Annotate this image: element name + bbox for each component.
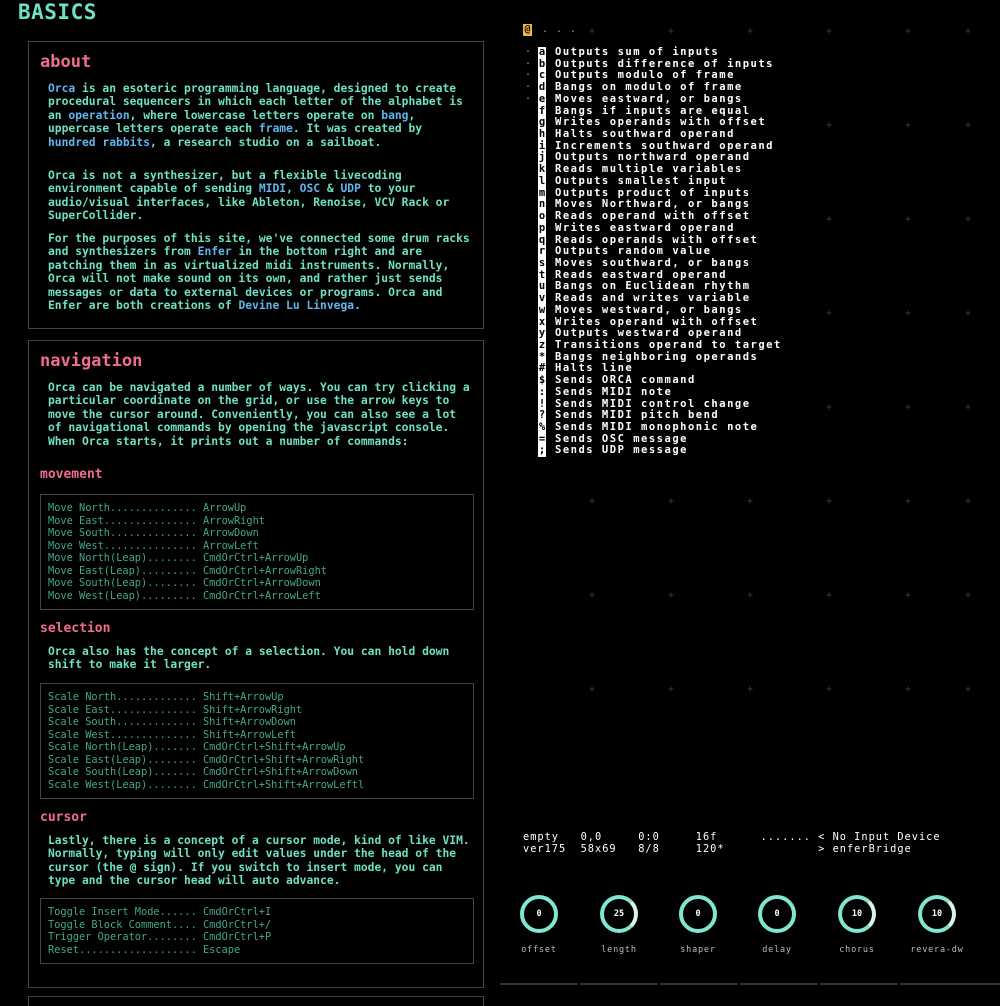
command-row: Scale East(Leap)........ CmdOrCtrl+Shift+ArrowRight xyxy=(48,753,365,766)
grid-marker: + xyxy=(965,684,972,695)
about-section xyxy=(28,41,484,329)
bottom-bar-4 xyxy=(740,983,818,985)
operator-glyph[interactable]: q xyxy=(538,233,546,246)
grid-marker: + xyxy=(747,26,754,37)
inline-text: , a research studio on a sailboat. xyxy=(150,135,382,149)
bottom-bar-6 xyxy=(900,983,1000,985)
grid-marker: + xyxy=(826,120,833,131)
navigation-section xyxy=(28,340,484,988)
inline-link[interactable]: frame xyxy=(258,122,293,136)
operator-description: Outputs modulo of frame xyxy=(555,69,735,82)
operator-glyph[interactable]: p xyxy=(538,221,546,234)
operator-glyph[interactable]: z xyxy=(538,338,546,351)
operator-glyph[interactable]: s xyxy=(538,256,546,269)
knob-dial[interactable]: 10 xyxy=(918,895,956,933)
grid-marker: + xyxy=(668,590,675,601)
operator-description: Writes eastward operand xyxy=(555,221,735,234)
operator-glyph[interactable]: f xyxy=(538,104,546,117)
knob-dial[interactable]: 0 xyxy=(679,895,717,933)
page-title: BASICS xyxy=(18,0,97,24)
operator-glyph[interactable]: x xyxy=(538,315,546,328)
operator-description: Halts line xyxy=(555,362,634,375)
operator-glyph[interactable]: a xyxy=(538,46,546,58)
grid-dot: . xyxy=(525,67,532,79)
grid-marker: + xyxy=(826,26,833,37)
grid-marker: + xyxy=(905,120,912,131)
operator-description: Outputs random value xyxy=(555,245,712,258)
inline-link[interactable]: operation xyxy=(68,108,130,122)
operator-glyph[interactable]: t xyxy=(538,268,546,281)
inline-text: to your audio/visual interfaces, like Ableton, Renoise, VCV Rack or SuperCollider. xyxy=(48,182,450,223)
grid-marker: + xyxy=(965,496,972,507)
operator-description: Moves Northward, or bangs xyxy=(555,198,751,211)
bottom-bar-5 xyxy=(820,983,898,985)
operator-description: Writes operands with offset xyxy=(555,116,767,129)
command-row: Move East(Leap)......... CmdOrCtrl+ArrowRight xyxy=(48,564,327,577)
command-row: Toggle Insert Mode...... CmdOrCtrl+I xyxy=(48,906,272,918)
operator-description: Moves westward, or bangs xyxy=(555,303,743,316)
grid-marker: + xyxy=(905,402,912,413)
operator-glyph[interactable]: $ xyxy=(538,374,546,387)
grid-marker: + xyxy=(826,308,833,319)
operator-description: Halts southward operand xyxy=(555,128,735,141)
operator-description: Sends MIDI pitch bend xyxy=(555,409,720,422)
inline-text: . xyxy=(354,299,361,313)
operator-description: Moves eastward, or bangs xyxy=(555,92,743,105)
operator-description: Outputs westward operand xyxy=(555,327,743,340)
operator-glyph[interactable]: * xyxy=(538,350,546,363)
operator-description: Writes operand with offset xyxy=(555,315,759,328)
operator-description: Reads and writes variable xyxy=(555,292,751,305)
grid-marker: + xyxy=(905,684,912,695)
grid-marker: + xyxy=(965,26,972,37)
grid-dot: . xyxy=(525,90,532,102)
operator-glyph[interactable]: ? xyxy=(538,409,546,422)
operator-description: Bangs on modulo of frame xyxy=(555,81,743,94)
command-row: Scale South(Leap)....... CmdOrCtrl+Shift+ArrowDown xyxy=(48,766,358,778)
status-line-1: empty 0,0 0:0 16f ....... < No Input Device xyxy=(523,831,941,843)
grid-marker: + xyxy=(668,496,675,507)
knob-offset[interactable] xyxy=(520,895,558,955)
inline-link[interactable]: Enfer xyxy=(197,245,232,259)
operator-description: Sends OSC message xyxy=(555,432,688,445)
operator-description: Bangs on Euclidean rhythm xyxy=(555,280,751,293)
operator-glyph[interactable]: n xyxy=(538,198,546,211)
command-row: Trigger Operator........ CmdOrCtrl+P xyxy=(48,931,272,943)
knob-shaper[interactable] xyxy=(679,895,717,955)
operator-description: Increments southward operand xyxy=(555,139,775,152)
movement-commands xyxy=(40,494,474,610)
inline-link[interactable]: MIDI xyxy=(258,182,287,196)
operator-glyph[interactable]: o xyxy=(538,210,546,223)
command-row: Move East............... ArrowRight xyxy=(48,514,265,527)
operator-description: Bangs neighboring operands xyxy=(555,350,759,363)
bottom-bar-2 xyxy=(580,983,658,985)
inline-text: in the bottom right and are patching them in as virtualized midi instruments. Normally, Orca will not make sound on its own, and rather just sends messages or data to external devices or programs. Orca and Enfer are both creations of xyxy=(48,245,450,313)
operator-glyph[interactable]: : xyxy=(538,385,546,398)
inline-text: Orca is not a synthesizer, but a flexible livecoding environment capable of sending xyxy=(48,169,402,196)
knob-chorus[interactable] xyxy=(838,895,876,955)
operator-glyph[interactable]: l xyxy=(538,174,546,187)
grid-marker: + xyxy=(826,214,833,225)
knob-label: delay xyxy=(762,945,792,955)
knob-length[interactable] xyxy=(600,895,638,955)
operator-glyph[interactable]: i xyxy=(538,139,546,152)
operator-description: Outputs smallest input xyxy=(555,174,728,187)
operator-glyph[interactable]: w xyxy=(538,303,546,316)
inline-link[interactable]: OSC xyxy=(299,182,321,196)
navigation-intro: Orca can be navigated a number of ways. You can try clicking a particular coordinate on the grid, or use the arrow keys to move the cursor around. Conveniently, you can also see a lot of navigational commands by opening the javascript console. When Orca starts, it prints out a number of commands: xyxy=(48,381,470,448)
operator-glyph[interactable]: r xyxy=(538,245,546,258)
status-line-2: ver175 58x69 8/8 120* > enferBridge xyxy=(523,842,912,855)
command-row: Move West(Leap)......... CmdOrCtrl+ArrowLeft xyxy=(48,589,321,602)
inline-text: is an esoteric programming language, designed to create procedural sequencers in which each letter of the alphabet is an xyxy=(48,82,463,122)
grid-marker: + xyxy=(905,496,912,507)
bottom-bar-3 xyxy=(660,983,738,985)
cursor-commands xyxy=(40,898,474,964)
operator-description: Reads eastward operand xyxy=(555,268,728,281)
inline-link[interactable]: Orca xyxy=(48,82,76,95)
grid-marker: + xyxy=(826,402,833,413)
operator-description: Bangs if inputs are equal xyxy=(555,104,751,117)
operator-description: Reads multiple variables xyxy=(555,163,743,176)
grid-dot: . xyxy=(525,44,532,55)
operator-list xyxy=(538,47,782,457)
grid-marker: + xyxy=(747,496,754,507)
operator-description: Outputs sum of inputs xyxy=(555,46,720,58)
inline-text: For the purposes of this site, we've connected some drum racks and synthesizers from xyxy=(48,232,470,259)
grid-dot: . xyxy=(542,24,549,35)
selection-commands xyxy=(40,683,474,799)
operator-glyph[interactable]: u xyxy=(538,280,546,293)
operator-description: Sends UDP message xyxy=(555,444,688,457)
status-bar xyxy=(523,832,941,855)
command-row: Reset................... Escape xyxy=(48,943,241,956)
operator-glyph[interactable]: e xyxy=(538,92,546,105)
inline-text: , uppercase letters operate each xyxy=(48,108,416,136)
operator-description: Sends MIDI control change xyxy=(555,397,751,410)
command-row: Move North(Leap)........ CmdOrCtrl+ArrowUp xyxy=(48,552,309,564)
operator-glyph[interactable]: ; xyxy=(538,444,546,457)
operator-description: Reads operand with offset xyxy=(555,210,751,223)
operator-glyph[interactable]: c xyxy=(538,69,546,82)
command-row: Scale West(Leap)........ CmdOrCtrl+Shift+ArrowLeftl xyxy=(48,778,365,791)
grid-marker: + xyxy=(826,590,833,601)
operator-description: Sends MIDI monophonic note xyxy=(555,421,759,433)
command-row: Scale South............. Shift+ArrowDown xyxy=(48,716,296,728)
about-heading: about xyxy=(40,52,92,72)
knob-label: length xyxy=(601,945,637,955)
grid-marker: + xyxy=(668,26,675,37)
command-row: Move South.............. ArrowDown xyxy=(48,527,259,539)
knob-label: revera-dw xyxy=(910,945,964,955)
grid-marker: + xyxy=(826,496,833,507)
selection-heading: selection xyxy=(40,621,111,636)
about-paragraph-3 xyxy=(48,232,473,312)
inline-text: . It was created by xyxy=(292,122,423,136)
operator-description: Outputs northward operand xyxy=(555,151,751,164)
grid-marker: + xyxy=(589,684,596,695)
docs-panel xyxy=(0,0,490,1000)
command-row: Toggle Block Comment.... CmdOrCtrl+/ xyxy=(48,918,272,931)
operator-description: Sends MIDI note xyxy=(555,385,673,398)
inline-link[interactable]: hundred rabbits xyxy=(48,135,151,149)
inline-text: , where lowercase letters operate on xyxy=(129,108,382,122)
operator-glyph[interactable]: g xyxy=(538,116,546,129)
command-row: Scale North(Leap)....... CmdOrCtrl+Shift+ArrowUp xyxy=(48,741,346,753)
operator-glyph[interactable]: = xyxy=(538,432,546,445)
grid-marker: + xyxy=(905,26,912,37)
knob-dial[interactable]: 0 xyxy=(520,895,558,933)
operator-glyph[interactable]: b xyxy=(538,57,546,70)
grid-marker: + xyxy=(589,496,596,507)
inline-text: , xyxy=(286,182,300,196)
operator-row xyxy=(538,445,782,457)
operator-glyph[interactable]: d xyxy=(538,81,546,94)
grid-marker: + xyxy=(965,120,972,131)
grid-marker: + xyxy=(905,214,912,225)
operator-glyph[interactable]: # xyxy=(538,362,546,375)
knob-dial[interactable]: 0 xyxy=(758,895,796,933)
grid-marker: + xyxy=(668,684,675,695)
inline-link[interactable]: bang xyxy=(381,108,409,122)
command-row: Scale North............. Shift+ArrowUp xyxy=(48,691,284,703)
about-paragraph-2 xyxy=(48,169,473,223)
grid-marker: + xyxy=(905,308,912,319)
grid-dot: . xyxy=(525,55,532,67)
cursor-text: Lastly, there is a concept of a cursor mode, kind of like VIM. Normally, typing will only edit values under the head of the cursor (the @ sign). If you switch to insert mode, you can type and the cursor head will auto advance. xyxy=(48,834,470,888)
cursor-heading: cursor xyxy=(40,810,87,825)
operator-description: Moves southward, or bangs xyxy=(555,256,751,269)
operator-glyph[interactable]: ! xyxy=(538,397,546,410)
grid-marker: + xyxy=(965,308,972,319)
orca-app[interactable] xyxy=(500,0,1000,1000)
knob-label: shaper xyxy=(680,945,716,955)
operator-glyph[interactable]: % xyxy=(538,421,546,433)
grid-cursor[interactable]: @ xyxy=(524,24,531,35)
knob-label: offset xyxy=(521,945,557,955)
grid-marker: + xyxy=(965,214,972,225)
navigation-heading: navigation xyxy=(40,351,143,371)
operator-glyph[interactable]: y xyxy=(538,327,546,340)
about-paragraph-1 xyxy=(48,82,473,149)
operator-glyph[interactable]: h xyxy=(538,128,546,141)
knob-revera-dw[interactable] xyxy=(910,895,964,955)
command-row: Scale West.............. Shift+ArrowLeft xyxy=(48,728,296,741)
operator-glyph[interactable]: j xyxy=(538,151,546,164)
knob-dial[interactable]: 25 xyxy=(600,895,638,933)
next-section xyxy=(28,996,484,1006)
operator-description: Outputs product of inputs xyxy=(555,186,751,199)
command-row: Move South(Leap)........ CmdOrCtrl+ArrowDown xyxy=(48,577,321,589)
operator-glyph[interactable]: v xyxy=(538,292,546,305)
operator-description: Transitions operand to target xyxy=(555,338,782,351)
grid-marker: + xyxy=(589,590,596,601)
movement-heading: movement xyxy=(40,467,103,482)
command-row: Move North.............. ArrowUp xyxy=(48,502,247,514)
grid-dot: . xyxy=(570,24,577,35)
operator-description: Reads operands with offset xyxy=(555,233,759,246)
grid-marker: + xyxy=(747,684,754,695)
knob-label: chorus xyxy=(839,945,875,955)
grid-marker: + xyxy=(965,590,972,601)
grid-marker: + xyxy=(826,684,833,695)
operator-description: Sends ORCA command xyxy=(555,374,696,387)
operator-description: Outputs difference of inputs xyxy=(555,57,775,70)
grid-marker: + xyxy=(905,590,912,601)
grid-dot: . xyxy=(525,79,532,91)
knob-delay[interactable] xyxy=(758,895,796,955)
operator-glyph[interactable]: k xyxy=(538,163,546,176)
inline-text: & xyxy=(320,182,341,196)
selection-text: Orca also has the concept of a selection. You can hold down shift to make it larger. xyxy=(48,645,450,672)
operator-glyph[interactable]: m xyxy=(538,186,546,199)
knob-dial[interactable]: 10 xyxy=(838,895,876,933)
grid-dot: . xyxy=(556,24,563,35)
bottom-bar-1 xyxy=(500,983,578,985)
inline-link[interactable]: Devine Lu Linvega xyxy=(238,299,355,313)
grid-marker: + xyxy=(589,26,596,37)
command-row: Move West............... ArrowLeft xyxy=(48,539,259,552)
inline-link[interactable]: UDP xyxy=(340,182,361,196)
grid-marker: + xyxy=(965,402,972,413)
command-row: Scale East.............. Shift+ArrowRight xyxy=(48,703,303,716)
grid-marker: + xyxy=(747,590,754,601)
